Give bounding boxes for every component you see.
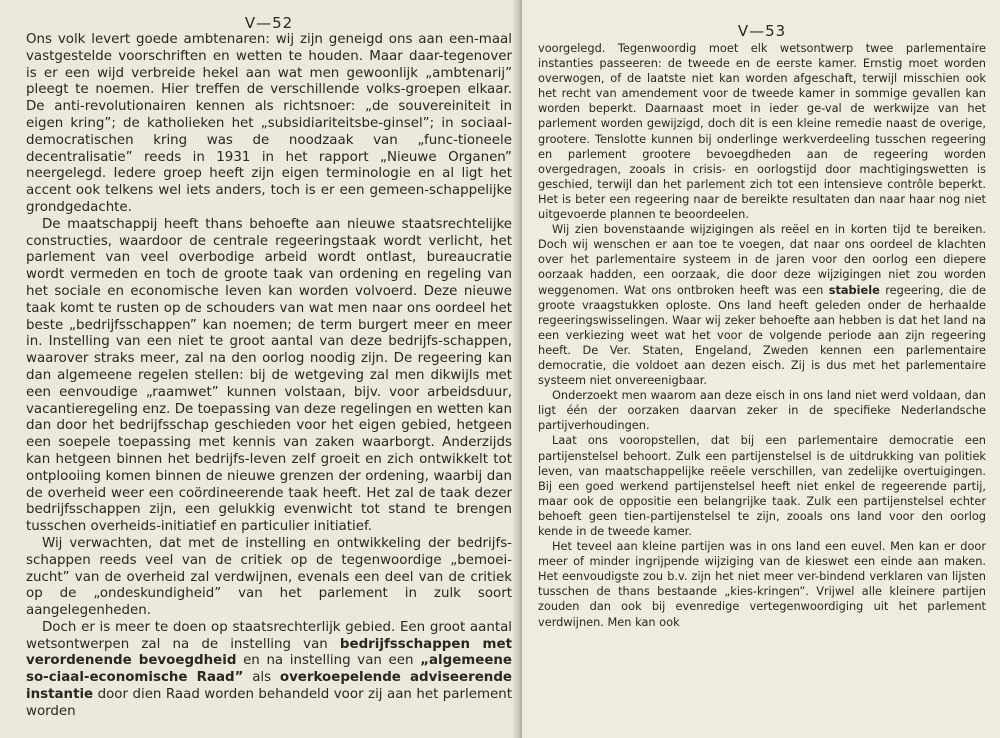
paragraph	[26, 217, 512, 536]
text-run: Wij verwachten, dat met de instelling en ontwikkeling der bedrijfs-schappen reeds veel van de critiek op de tegenwoordige „bemoei-zucht” van de overheid zal verdwijnen, evenals een deel van de critiek op de „ondeskundigheid” van het parlement in zulk soort aangelegenheden.	[26, 535, 512, 619]
bold-text-run: bedrijfsschappen met verordenende bevoegdheid	[26, 636, 512, 669]
text-run: De maatschappij heeft thans behoefte aan nieuwe staatsrechtelijke constructies, waardoor de centrale regeeringstaak wordt verlicht, het parlement van veel overbodige arbeid wordt ontlast, bureaucratie wordt vermeden en toch de groote taak van ordening en regeling van het sociale en economische leven kan worden volvoerd. Deze nieuwe taak komt te rusten op de schouders van wat men naar ons oordeel het beste „bedrijfsschappen” kan noemen; de term burgert meer en meer in. Instelling van een niet te groot aantal van deze bedrijfs-schappen, waarover straks meer, zal na den oorlog noodig zijn. De regeering kan dan algemeene regelen stellen: bij de wetgeving zal men dikwijls met een eenvoudige „raamwet” kunnen volstaan, bijv. voor arbeidsduur, vacantieregeling enz. De toepassing van deze regelingen en wetten kan dan door het bedrijfsschap geschieden voor het eigen gebied, hetgeen een soepele toepassing met kennis van zaken waarborgt. Anderzijds kan hetgeen binnen het bedrijfs-leven zelf groeit en zich ontwikkelt tot ontplooiing komen binnen de nieuwe grenzen der ordening, waarbij dan de overheid weer een coördineerende taak heeft. Het zal de taak dezer bedrijfsschappen zijn, een gelukkig evenwicht tot stand te brengen tusschen overheids-initiatief en particulier initiatief.	[26, 216, 512, 535]
text-run: als	[243, 670, 280, 686]
text-run: voorgelegd. Tegenwoordig moet elk wetsontwerp twee parlementaire instanties passeeren: de tweede en de eerste kamer. Ernstig moet worden overwogen, of de laatste niet kan worden afgeschaft, terwijl misschien ook het recht van amendement voor de tweede kamer in sommige gevallen kan worden beperkt. Daarnaast moet in ieder ge-val de werkwijze van het parlement worden gewijzigd, doch dit is een kleine remedie naast de overige, grootere. Tenslotte kunnen bij onderlinge werkverdeeling tusschen regeering en parlement grootere bevoegdheden aan de regeering worden overgedragen, zooals in crisis- en oorlogstijd door machtigingswetten is geschied, terwijl dan het parlement zich tot een intensieve contrôle beperkt. Het is beter een regeering naar de bereikte resultaten dan naar haar nog niet uitgevoerde plannen te beoordeelen.	[538, 41, 986, 222]
text-run: en na instelling van een	[236, 653, 421, 669]
text-run: Ons volk levert goede ambtenaren: wij zijn geneigd ons aan een-maal vastgestelde voorschriften en wetten te houden. Maar daar-tegenover is er een wijd verbreide hekel aan wat men gewoonlijk „ambtenarij” pleegt te noemen. Hier treffen de verschillende volks-groepen elkaar. De anti-revolutionairen kennen als richtsnoer: „de souvereiniteit in eigen kring”; de katholieken het „subsidiariteitsbe-ginsel”; in sociaal-democratischen kring was de noodzaak van „func-tioneele decentralisatie” reeds in 1931 in het rapport „Nieuwe Organen” neergelegd. Iedere groep heeft zijn eigen terminologie en al ligt het accent ook telkens wel iets anders, toch is er een gemeen-schappelijke grondgedachte.	[26, 32, 512, 215]
page-body	[538, 41, 986, 630]
paragraph	[26, 620, 512, 721]
paragraph	[538, 433, 986, 539]
page-number-header: V—52	[244, 14, 294, 32]
paragraph	[538, 222, 986, 388]
paragraph	[538, 388, 986, 433]
text-run: door dien Raad worden behandeld voor zij aan het parlement worden	[26, 687, 512, 719]
bold-text-run: overkoepelende adviseerende instantie	[26, 670, 512, 703]
bold-text-run: „algemeene so-ciaal-economische Raad”	[26, 653, 513, 686]
paragraph	[26, 32, 512, 217]
text-run: Onderzoekt men waarom aan deze eisch in ons land niet werd voldaan, dan ligt één der oorzaken daarvan zeker in de specifieke Nederlandsche partijverhoudingen.	[538, 388, 986, 433]
text-run: regeering, die de groote vraagstukken oploste. Ons land heeft geleden onder de herhaalde regeeringswisselingen. Waar wij zeker behoefte aan hebben is dat het land na een verkiezing weet wat het voor de volgende periode aan zijn regeering heeft. De Ver. Staten, Engeland, Zweden kennen een parlementaire democratie, die voldoet aan dezen eisch. Zij is dus met het parlementaire systeem niet onvereenigbaar.	[538, 282, 987, 388]
bold-text-run: stabiele	[828, 282, 880, 297]
right-page	[522, 0, 1000, 738]
paragraph	[26, 536, 512, 620]
text-run: Doch er is meer te doen op staatsrechterlijk gebied. Een groot aantal wetsontwerpen zal na de instelling van	[26, 619, 512, 652]
text-run: Wij zien bovenstaande wijzigingen als reëel en in korten tijd te bereiken. Doch wij wenschen er aan toe te voegen, dat naar ons oordeel de klachten over het parlementaire systeem in de jaren voor den oorlog een diepere oorzaak hadden, een oorzaak, die door deze wijzigingen niet zou worden weggenomen. Wat ons ontbroken heeft was een	[538, 222, 986, 297]
paragraph	[538, 41, 986, 222]
page-number-header: V—53	[737, 22, 787, 40]
text-run: Laat ons vooropstellen, dat bij een parlementaire democratie een partijenstelsel behoort. Zulk een partijenstelsel is de uitdrukking van politiek leven, van maatschappelijke reëele verschillen, van zedelijke overtuigingen. Bij een goed werkend partijenstelsel heeft niet enkel de regeerende partij, maar ook de oppositie een belangrijke taak. Zulk een partijenstelsel echter behoeft geen tien-partijenstelsel te zijn, zooals ons land voor den oorlog kende in de tweede kamer.	[538, 433, 986, 538]
text-run: Het teveel aan kleine partijen was in ons land een euvel. Men kan er door meer of minder ingrijpende wijziging van de kieswet een einde aan maken. Het eenvoudigste zou b.v. zijn het niet meer ver-bindend verklaren van lijsten tusschen de thans bestaande „kies-kringen”. Vrijwel alle kleinere partijen zouden dan ook bij evenredige vertegenwoordiging uit het parlement verdwijnen. Men kan ook	[538, 539, 986, 629]
page-body	[26, 32, 512, 721]
paragraph	[538, 539, 986, 630]
